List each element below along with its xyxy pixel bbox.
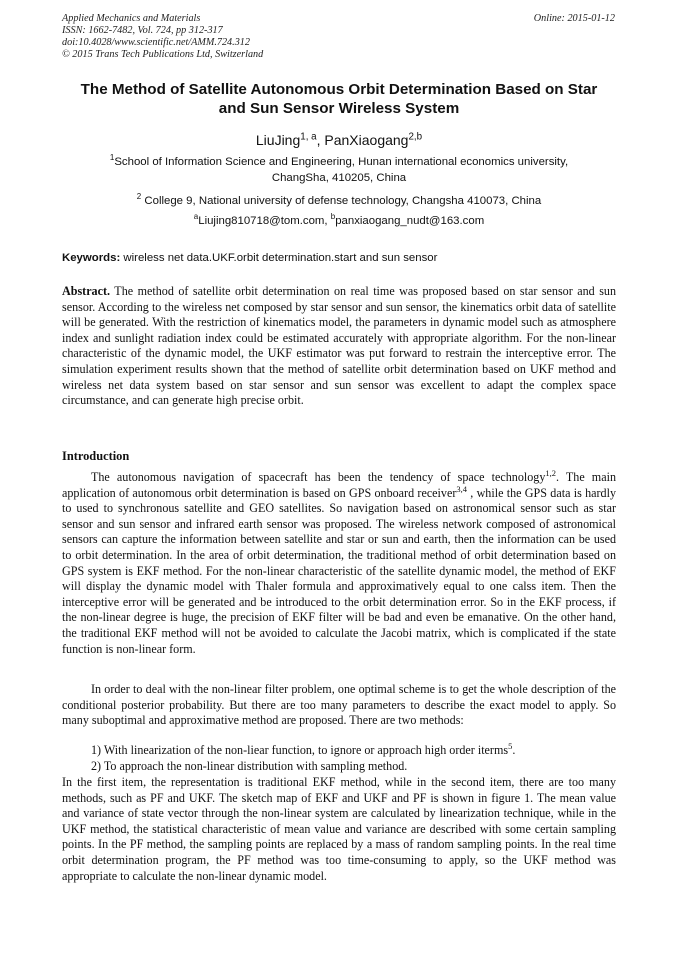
title-line-1: The Method of Satellite Autonomous Orbit Determination Based on Star [80,81,598,98]
author-separator: , [316,132,325,148]
author-1: LiuJing [255,132,301,148]
keywords-label: Keywords: [62,252,121,264]
citation-3-4: 3,4 [456,483,467,494]
list-item-1 [91,740,516,759]
copyright-line: © 2015 Trans Tech Publications Ltd, Switzerland [62,49,264,60]
intro-p1-part-b: . The main application of autonomous orbit determination is based on GPS onboard receiver [62,470,616,500]
emails [60,213,618,229]
list-item-2: 2) To approach the non-linear distribution with sampling method. [91,759,408,773]
author-1-affil: 1, a [300,131,317,143]
abstract [62,284,616,409]
intro-p1-part-c: , while the GPS data is hardly to used to synchronous satellite and GEO satellites. So navigation based on astronomical sensor such as star sensor and sun sensor and infrared earth sensor was proposed. The wireless network composed of astronomical sensors can capture the information between satellite and star or sun and earth, then the information can be used to orbit determination. In the area of orbit determination, the traditional method of orbit determination based on GPS system is EKF method. For the non-linear characteristic of the satellite dynamic model, the method of EKF will display the dynamic model with Thaler formula and approximatively equal to one calss item. Then the interceptive error will be generated and be introduced to the orbit determination error. So in the EKF process, if the non-linear degree is huge, the precision of EKF filter will be bad and even be emanative. On the other hand, the traditional EKF method will not be avoided to calculate the Jacobi matrix, which is complicated if the state function is non-linear form. [62,485,616,656]
issn-line: ISSN: 1662-7482, Vol. 724, pp 312-317 [62,25,223,36]
aff1-marker: 1 [109,153,115,163]
aff1-line-1: School of Information Science and Engineering, Hunan international economics university, [114,156,569,168]
paper-title [40,80,638,118]
citation-1-2: 1,2 [545,467,556,478]
affiliation-2 [60,193,618,209]
email-b: panxiaogang_nudt@163.com [335,215,485,227]
author-2-affil: 2,b [408,131,423,143]
introduction-paragraph-2: In order to deal with the non-linear filter problem, one optimal scheme is to get the whole description of the conditional posterior probability. But there are too many parameters to describe the exact model to apply. So many suboptimal and approximative method are proposed. There are two methods: [62,682,616,728]
list-item-1-text: 1) With linearization of the non-liear function, to ignore or approach high order iterms [91,743,509,757]
abstract-text: The method of satellite orbit determination on real time was proposed based on star sensor and sun sensor. According to the wireless net composed by star sensor and sun sensor, the kinematics orbit data of satellite will be generated. With the restriction of kinematics model, the parameters in dynamic model such as atmosphere index and sunlight radiation index could be estimated accurately with appropriate algorithm. For the non-linear characteristic of the dynamic model, the UKF estimator was put forward to restrain the interceptive error. The simulation experiment results shown that the method of satellite orbit determination based on UKF method and wireless net data system based on star sensor and sun sensor was excellent to adapt the complex space circumstance, and can generate high precise orbit. [62,284,616,408]
keywords [62,251,616,265]
citation-5: 5 [508,740,513,751]
keywords-text: wireless net data.UKF.orbit determination.start and sun sensor [120,252,438,264]
introduction-paragraph-3: In the first item, the representation is traditional EKF method, while in the second item, there are too many methods, such as PF and UKF. The sketch map of EKF and UKF and PF is shown in figure 1. The mean value and variance of state vector through the non-linear system are calculated by linearization technique, while in the UKF method, the statistical characteristic of mean value and variance are described with some certain sampling points. In the PF method, the sampling points are replaced by a mass of random sampling points. In the real time orbit determination program, the PF method was too time-consuming to apply, so the UKF method was appropriate to calculate the non-linear dynamic model. [62,775,616,883]
journal-name: Applied Mechanics and Materials [62,13,201,24]
introduction-heading: Introduction [62,449,130,463]
affiliation-1 [60,154,618,186]
intro-p1-part-a: The autonomous navigation of spacecraft has been the tendency of space technology [91,470,546,484]
title-line-2: and Sun Sensor Wireless System [218,100,460,117]
introduction-paragraph-1 [62,467,616,657]
email-b-marker: b [330,212,336,222]
email-a: Liujing810718@tom.com, [198,215,331,227]
online-date: Online: 2015-01-12 [533,13,615,24]
publication-info [62,13,263,61]
aff1-line-2: ChangSha, 410205, China [271,172,407,184]
abstract-label: Abstract. [62,284,111,298]
author-2: PanXiaogang [324,132,409,148]
aff2-marker: 2 [136,192,142,202]
list-item-1-end: . [512,743,516,757]
author-list [0,131,678,149]
aff2-text: College 9, National university of defense technology, Changsha 410073, China [141,195,542,207]
email-a-marker: a [193,212,199,222]
doi-line: doi:10.4028/www.scientific.net/AMM.724.312 [62,37,250,48]
